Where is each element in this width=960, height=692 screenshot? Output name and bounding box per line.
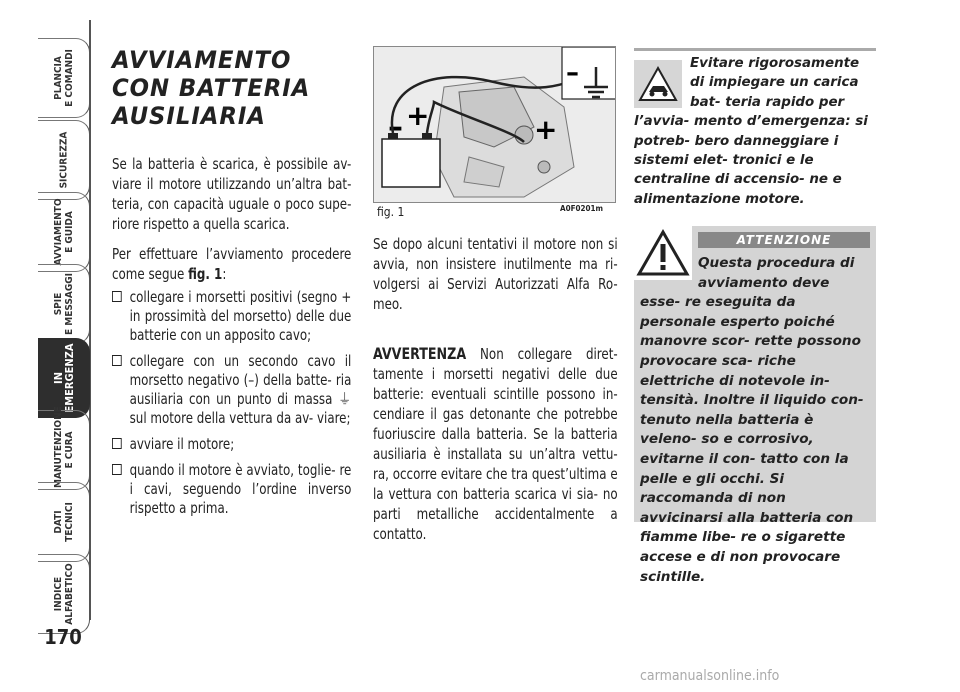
watermark: carmanualsonline.info bbox=[640, 668, 780, 684]
tab-label: DATI TECNICI bbox=[52, 502, 75, 542]
procedure-paragraph bbox=[112, 244, 351, 284]
step-text: collegare i morsetti positivi (segno + in prossimità del morsetto) delle due batterie con un apposito cavo; bbox=[129, 288, 352, 344]
warning-label: AVVERTENZA bbox=[373, 344, 467, 363]
intro-paragraph: Se la batteria è scarica, è possibile av- viare il motore utilizzando un’altra bat- teria, con capacità uguale o poco supe- riore rispetto a quella scarica. bbox=[112, 155, 352, 233]
tab-sicurezza[interactable] bbox=[38, 120, 90, 200]
charger-note bbox=[634, 48, 876, 207]
step-text: collegare con un secondo cavo il morsetto negativo (–) della batte- ria ausiliaria con un punto di massa ⏚ sul motore della vettura da av- viare; bbox=[129, 352, 352, 427]
car-warning-icon bbox=[634, 54, 690, 108]
tab-label: SPIE E MESSAGGI bbox=[52, 273, 75, 335]
attention-text-wrap bbox=[640, 254, 872, 587]
figure-caption: fig. 1 bbox=[377, 205, 405, 219]
list-item bbox=[112, 352, 351, 428]
list-item bbox=[112, 435, 351, 454]
battery-figure bbox=[373, 46, 616, 203]
svg-text:–: – bbox=[388, 110, 403, 145]
figure-reference[interactable]: fig. 1 bbox=[188, 265, 223, 283]
list-item bbox=[112, 288, 351, 345]
checkbox-bullet-icon bbox=[112, 355, 122, 366]
procedure-colon: : bbox=[222, 265, 227, 283]
warning-paragraph bbox=[373, 344, 618, 544]
figure-code: A0F0201m bbox=[560, 204, 604, 213]
note-divider bbox=[634, 48, 876, 51]
list-item bbox=[112, 461, 351, 518]
note-text: Evitare rigorosamente di impiegare un carica bat- teria rapido per l’avvia- mento d’emergenza: si potreb- bero danneggiare i sistemi elet- tronici e le centraline di accensio- ne e alimentazione motore. bbox=[634, 56, 868, 207]
column-main bbox=[112, 46, 352, 525]
page-number: 170 bbox=[44, 625, 82, 649]
battery-jump-illustration bbox=[374, 47, 616, 203]
section-title-3: AUSILIARIA bbox=[112, 102, 266, 130]
tab-manutenzione[interactable] bbox=[38, 406, 90, 490]
tab-label: SICUREZZA bbox=[58, 131, 69, 189]
tab-emergenza[interactable] bbox=[38, 338, 90, 418]
warning-text: Non collegare diret- tamente i morsetti negativi delle due batterie: eventuali scintille possono in- cendiare il gas detonante che potrebbe fuoriuscire dalla batteria. Se la batteria ausiliaria è installata su un’altra vettu- ra, occorre evitare che tra quest’ultima e la vettura con batteria scarica vi sia- no parti metalliche accidentalmente a contatto. bbox=[373, 345, 618, 543]
chapter-sidebar bbox=[0, 20, 92, 625]
attention-header: ATTENZIONE bbox=[698, 232, 870, 248]
section-title-2: CON BATTERIA bbox=[112, 74, 311, 102]
steps-list bbox=[112, 288, 352, 518]
tab-dati[interactable] bbox=[38, 482, 90, 562]
tab-label: AVVIAMENTO E GUIDA bbox=[52, 198, 75, 266]
procedure-text: Per effettuare l’avviamento procedere come segue bbox=[112, 245, 352, 283]
step-text: quando il motore è avviato, toglie- re i cavi, seguendo l’ordine inverso rispetto a prima. bbox=[129, 461, 352, 517]
text-wrap-spacer bbox=[640, 254, 698, 284]
section-title-1: AVVIAMENTO bbox=[112, 46, 292, 74]
attention-box bbox=[634, 226, 876, 585]
attention-text: Questa procedura di avviamento deve esse- re eseguita da personale esperto poiché manovre scor- rette possono provocare sca- riche elettriche di notevole in- tensità. Inoltre il liquido con- tenuto nella batteria è veleno- so e corrosivo, evitarne il con- tatto con la pelle e gli occhi. Si raccomanda di non avvicinarsi alla batteria con fiamme libe- re o sigarette accese e di non provocare scintille. bbox=[640, 255, 864, 585]
svg-text:+: + bbox=[534, 113, 558, 146]
failure-paragraph: Se dopo alcuni tentativi il motore non si avvia, non insistere inutilmente ma ri- volgersi ai Servizi Autorizzati Alfa Ro- meo. bbox=[373, 235, 618, 313]
note-text-wrap bbox=[634, 54, 876, 209]
checkbox-bullet-icon bbox=[112, 438, 122, 449]
checkbox-bullet-icon bbox=[112, 291, 122, 302]
tab-label: PLANCIA E COMANDI bbox=[52, 49, 75, 107]
column-middle bbox=[373, 234, 618, 544]
step-text: avviare il motore; bbox=[129, 435, 235, 453]
tab-label: MANUTENZIONE E CURA bbox=[52, 406, 75, 488]
tab-label: INDICE ALFABETICO bbox=[52, 563, 75, 625]
svg-text:–: – bbox=[566, 58, 579, 88]
tab-plancia[interactable] bbox=[38, 38, 90, 118]
svg-text:+: + bbox=[406, 99, 430, 132]
tab-avviamento[interactable] bbox=[38, 192, 90, 272]
tab-spie[interactable] bbox=[38, 264, 90, 344]
tab-label: IN EMERGENZA bbox=[51, 343, 76, 413]
tab-indice[interactable] bbox=[38, 554, 90, 634]
checkbox-bullet-icon bbox=[112, 464, 122, 475]
